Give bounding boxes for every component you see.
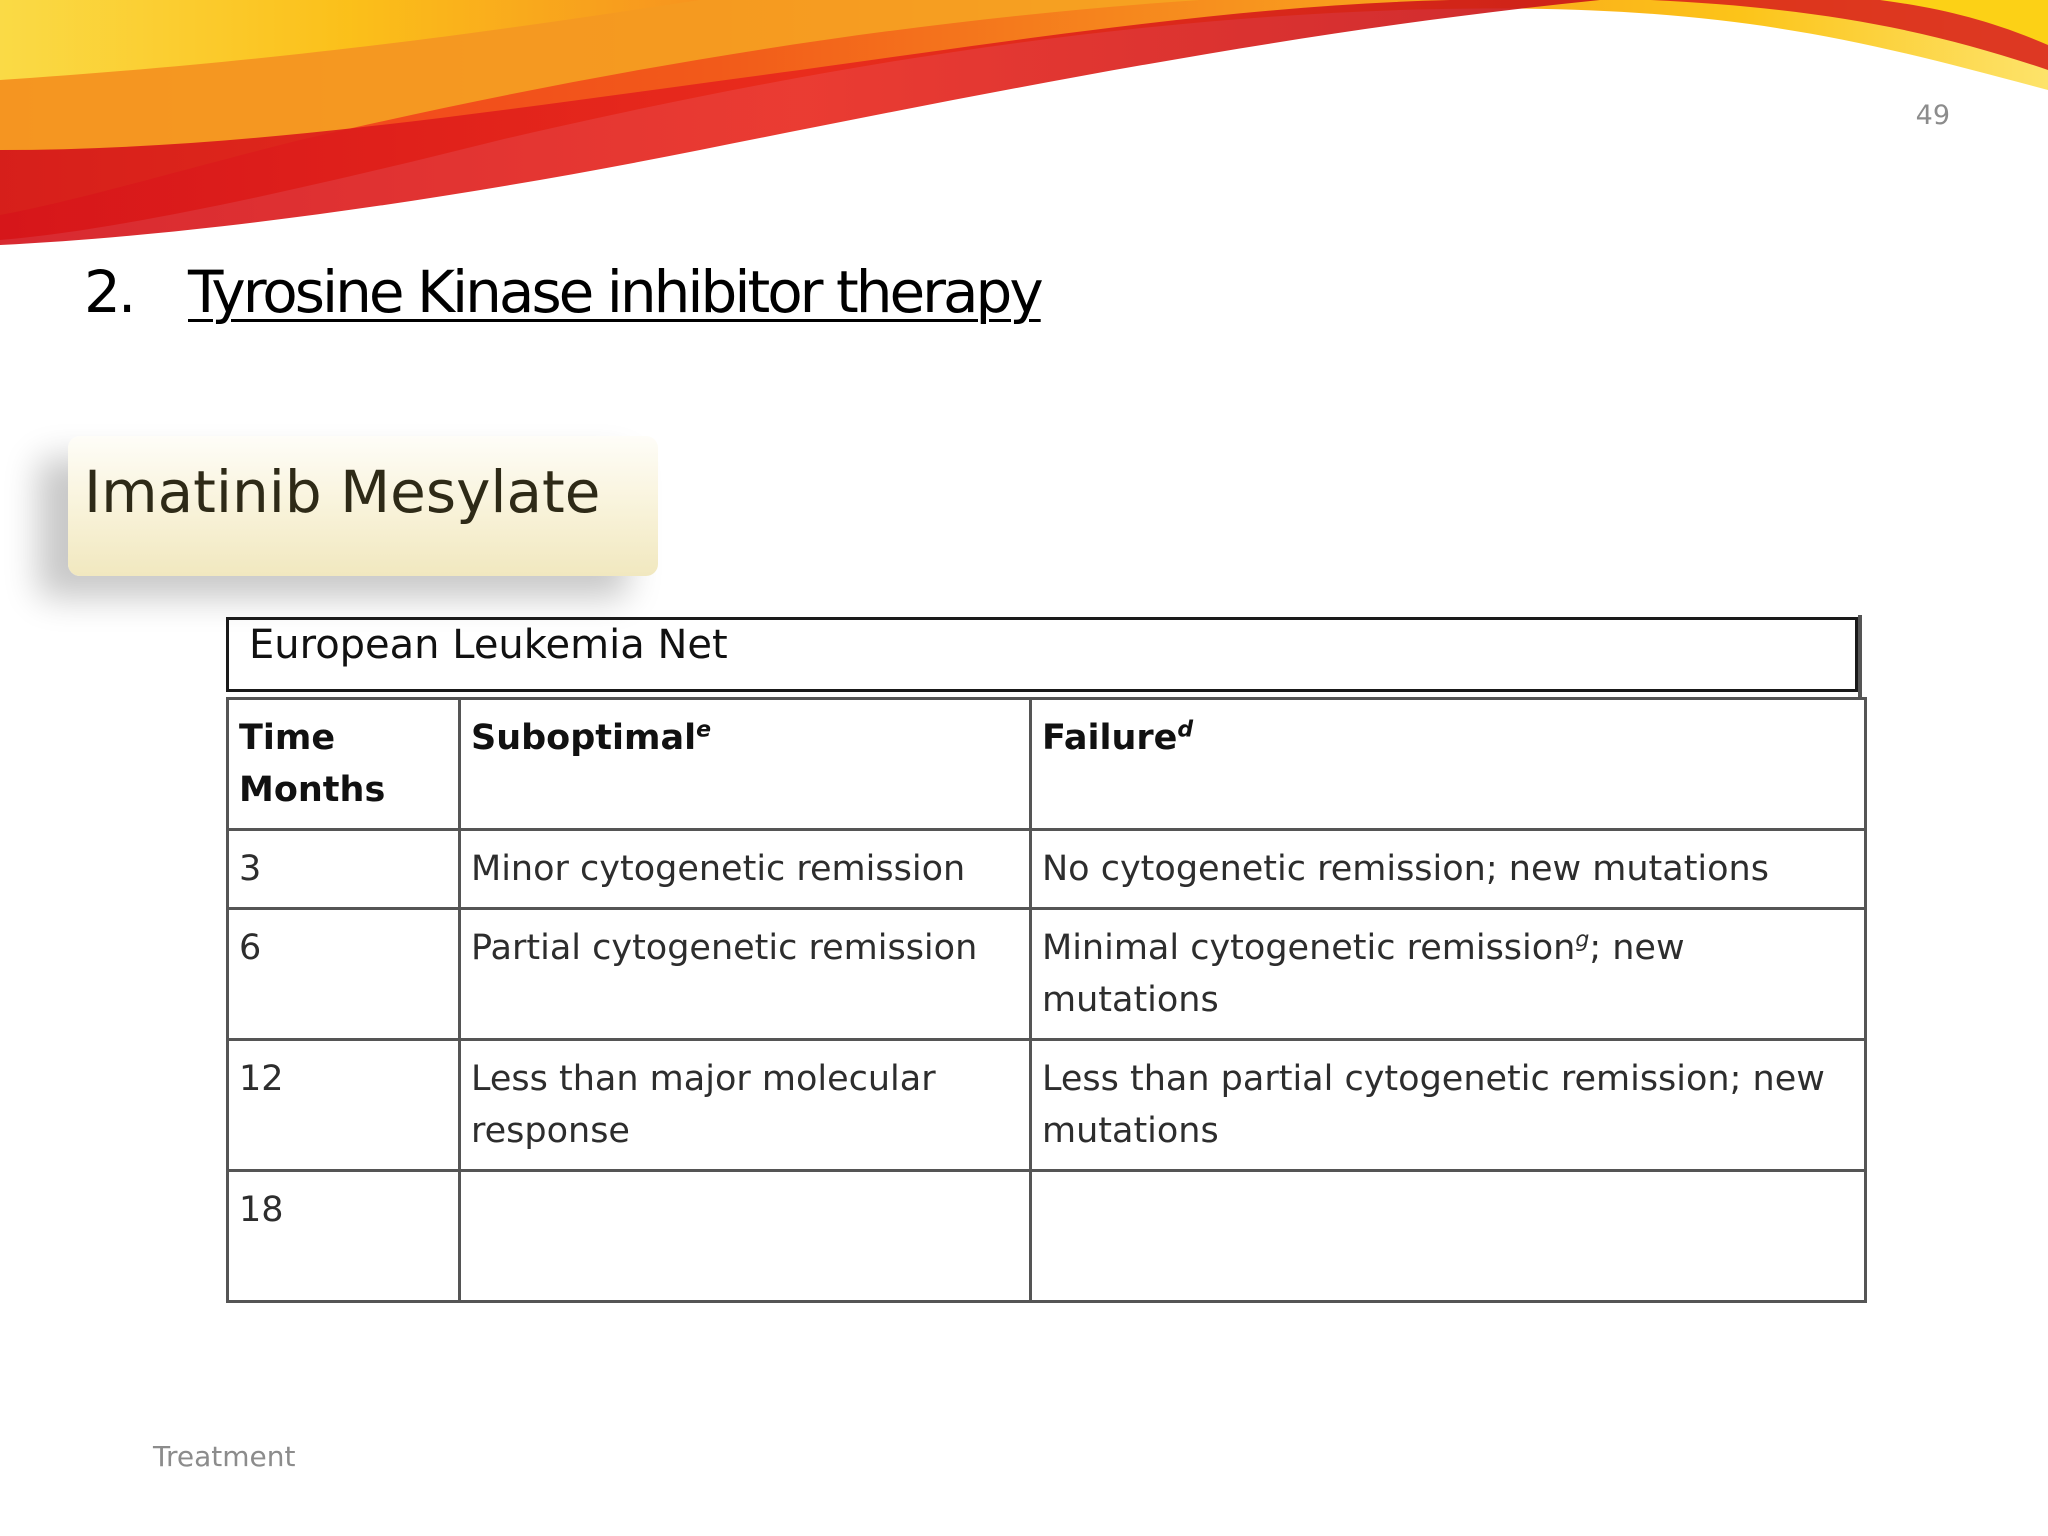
cell-failure-footnote: g bbox=[1575, 927, 1590, 953]
cell-suboptimal bbox=[460, 1171, 1031, 1302]
table-row bbox=[228, 1040, 1866, 1171]
response-criteria-table bbox=[226, 697, 1867, 1303]
drug-callout-label: Imatinib Mesylate bbox=[84, 458, 601, 526]
slide-number: 49 bbox=[1915, 100, 1950, 131]
header-time-months bbox=[228, 699, 460, 830]
decorative-swoosh-banner bbox=[0, 0, 2048, 260]
header-failure-footnote: d bbox=[1177, 717, 1194, 743]
header-suboptimal bbox=[460, 699, 1031, 830]
table-title: European Leukemia Net bbox=[249, 622, 728, 668]
cell-time: 12 bbox=[228, 1040, 460, 1171]
table-title-box-edge bbox=[1858, 615, 1862, 697]
cell-suboptimal: Partial cytogenetic remission bbox=[460, 909, 1031, 1040]
header-failure bbox=[1031, 699, 1866, 830]
cell-time: 18 bbox=[228, 1171, 460, 1302]
header-suboptimal-footnote: e bbox=[696, 717, 712, 743]
cell-time: 6 bbox=[228, 909, 460, 1040]
header-suboptimal-label: Suboptimal bbox=[471, 718, 697, 758]
table-row bbox=[228, 909, 1866, 1040]
heading-text: Tyrosine Kinase inhibitor therapy bbox=[188, 258, 1041, 326]
drug-callout-box bbox=[68, 436, 658, 576]
cell-failure-text-end: ; new mutations bbox=[1042, 928, 1685, 1020]
cell-failure: No cytogenetic remission; new mutations bbox=[1031, 830, 1866, 909]
header-time-line2: Months bbox=[239, 770, 386, 810]
slide-heading bbox=[84, 258, 1041, 326]
cell-failure: Less than partial cytogenetic remission; new mutations bbox=[1031, 1040, 1866, 1171]
slide-footer: Treatment bbox=[153, 1440, 296, 1473]
header-failure-label: Failure bbox=[1042, 718, 1178, 758]
table-row bbox=[228, 1171, 1866, 1302]
table-header-row bbox=[228, 699, 1866, 830]
cell-failure bbox=[1031, 909, 1866, 1040]
cell-failure-text: Minimal cytogenetic remission bbox=[1042, 928, 1576, 968]
cell-time: 3 bbox=[228, 830, 460, 909]
header-time-line1: Time bbox=[239, 718, 336, 758]
cell-failure bbox=[1031, 1171, 1866, 1302]
cell-suboptimal: Less than major molecular response bbox=[460, 1040, 1031, 1171]
table-title-box bbox=[226, 617, 1858, 692]
table-row bbox=[228, 830, 1866, 909]
cell-suboptimal: Minor cytogenetic remission bbox=[460, 830, 1031, 909]
heading-number: 2. bbox=[84, 258, 134, 326]
